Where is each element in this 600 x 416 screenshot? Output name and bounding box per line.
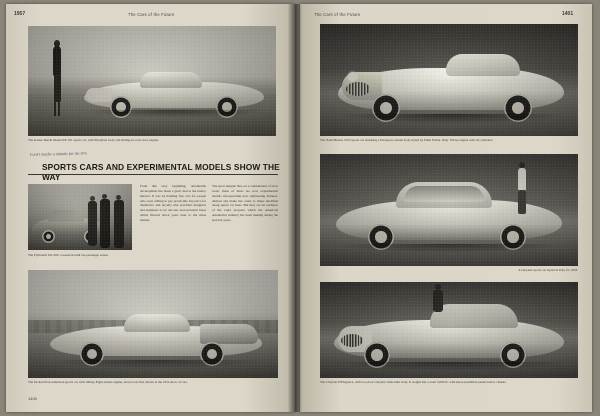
caption-roadster-with-model: The Kaiser-Darrin Model KF-161 sports car, with fiberglass body and sliding-in-cowl-door engine. bbox=[28, 138, 159, 142]
right-running-head: The Cars of the Future bbox=[314, 12, 361, 17]
right-folio: 1401 bbox=[562, 11, 574, 17]
handwritten-note: Ford's maybe a mistake for the 50's bbox=[29, 150, 87, 157]
left-headline: SPORTS CARS AND EXPERIMENTAL MODELS SHOW THE WAY bbox=[42, 162, 280, 182]
caption-chrysler-d-elegance: The Chrysler D'Elegance, with two-door Chrysler Ghia-built body. It weighs but a scant 3,000 lb. with hand-assembled panels below chassis. bbox=[320, 380, 507, 384]
left-page bbox=[6, 4, 295, 412]
right-page bbox=[300, 4, 592, 412]
photo-sedan-with-men bbox=[28, 184, 132, 250]
caption-sedan-with-men: The Plymouth XX-500, a research-built six-passenger sedan. bbox=[28, 253, 109, 257]
photo-chrysler-d-elegance bbox=[320, 282, 578, 378]
caption-nash-healey-roadster: The Nash-Healey 1953 sports car featuring a European custom body styled by Pinin Farina. Only 150-hp engine with six cylinders. bbox=[320, 138, 494, 142]
photo-roadster-with-model bbox=[28, 26, 276, 136]
left-running-head: The Cars of the Future bbox=[128, 12, 175, 17]
headline-rule bbox=[28, 174, 278, 175]
caption-packard-panther: The Packard Pan-American sports car with 180-hp Eight-in-line engine, shown was first shown at the 1952 show of cars. bbox=[28, 380, 188, 384]
left-column-1: From this very beginning, automobile development has made a great deal to the luxury interest. It was by handing free cars for people who were willing to pay practically any price for distinctive and novelty that provided designers and engineers to try out new and exclusive ideas which filtered down years later to the mass market. bbox=[140, 184, 206, 222]
photo-packard-panther bbox=[28, 270, 278, 378]
left-column-2: The sport designs that, on a combination of slow work, these of ideas are now experimental models incorporating new engineering features. Almost any make has come to shape modified along sporty car lines. But they are all evidence of the rapid progress which the American automotive industry has been making during the postwar years. bbox=[212, 184, 278, 222]
left-bottom-folio: 1400 bbox=[28, 396, 37, 401]
left-folio: 1957 bbox=[14, 11, 26, 17]
photo-chrysler-special-coupe bbox=[320, 154, 578, 266]
caption-chrysler-special-coupe: A Chrysler sports car styled in Italy for 1953. bbox=[518, 268, 578, 272]
page-gutter bbox=[288, 4, 302, 412]
photo-nash-healey-roadster bbox=[320, 24, 578, 136]
